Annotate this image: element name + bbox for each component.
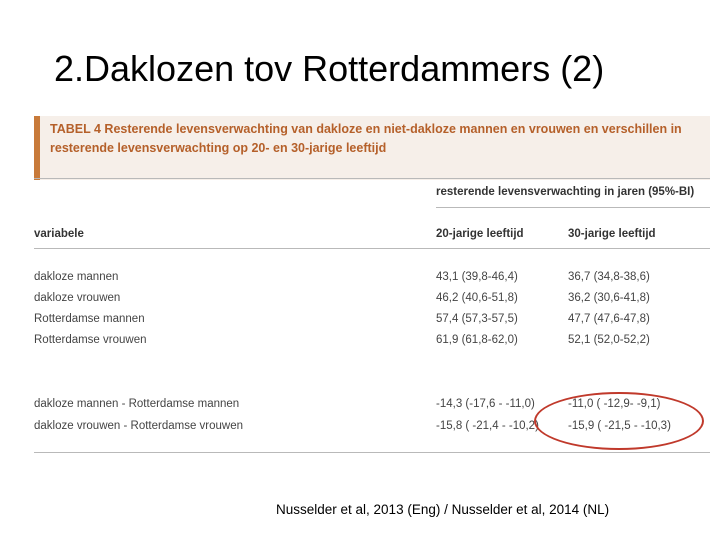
cell-age20: 46,2 (40,6-51,8) bbox=[436, 292, 518, 304]
cell-age20: 43,1 (39,8-46,4) bbox=[436, 271, 518, 283]
cell-age20: 61,9 (61,8-62,0) bbox=[436, 334, 518, 346]
data-table bbox=[34, 110, 710, 460]
table-caption bbox=[50, 120, 706, 158]
table-caption-text: Resterende levensverwachting van dakloze en niet-dakloze mannen en vrouwen en verschillen in resterende levensverwachting op 20- en 30-jarige leeftijd bbox=[50, 122, 682, 155]
difference-cell-age30: -11,0 ( -12,9- -9,1) bbox=[568, 398, 661, 410]
row-label: Rotterdamse mannen bbox=[34, 313, 145, 325]
column-header-age20: 20-jarige leeftijd bbox=[436, 228, 524, 240]
row-label: dakloze mannen bbox=[34, 271, 119, 283]
cell-age30: 36,2 (30,6-41,8) bbox=[568, 292, 650, 304]
cell-age30: 36,7 (34,8-38,6) bbox=[568, 271, 650, 283]
slide-title: 2.Daklozen tov Rotterdammers (2) bbox=[54, 48, 605, 89]
difference-cell-age20: -15,8 ( -21,4 - -10,2) bbox=[436, 420, 539, 432]
cell-age30: 52,1 (52,0-52,2) bbox=[568, 334, 650, 346]
column-header-age30: 30-jarige leeftijd bbox=[568, 228, 656, 240]
row-label: Rotterdamse vrouwen bbox=[34, 334, 147, 346]
table-caption-label: TABEL 4 bbox=[50, 122, 101, 136]
citation: Nusselder et al, 2013 (Eng) / Nusselder et al, 2014 (NL) bbox=[276, 502, 610, 517]
table-rule-bottom bbox=[34, 452, 710, 453]
table-rule-top bbox=[34, 178, 710, 179]
super-header: resterende levensverwachting in jaren (95%-BI) bbox=[436, 186, 695, 198]
column-header-rule bbox=[34, 248, 710, 249]
highlight-ellipse bbox=[534, 392, 704, 450]
column-header-variabele: variabele bbox=[34, 228, 84, 240]
difference-cell-age30: -15,9 ( -21,5 - -10,3) bbox=[568, 420, 671, 432]
cell-age20: 57,4 (57,3-57,5) bbox=[436, 313, 518, 325]
caption-accent-bar bbox=[34, 116, 40, 180]
row-label: dakloze vrouwen bbox=[34, 292, 121, 304]
cell-age30: 47,7 (47,6-47,8) bbox=[568, 313, 650, 325]
difference-row-label: dakloze mannen - Rotterdamse mannen bbox=[34, 398, 240, 410]
super-header-rule bbox=[436, 207, 710, 208]
difference-row-label: dakloze vrouwen - Rotterdamse vrouwen bbox=[34, 420, 244, 432]
difference-cell-age20: -14,3 (-17,6 - -11,0) bbox=[436, 398, 535, 410]
